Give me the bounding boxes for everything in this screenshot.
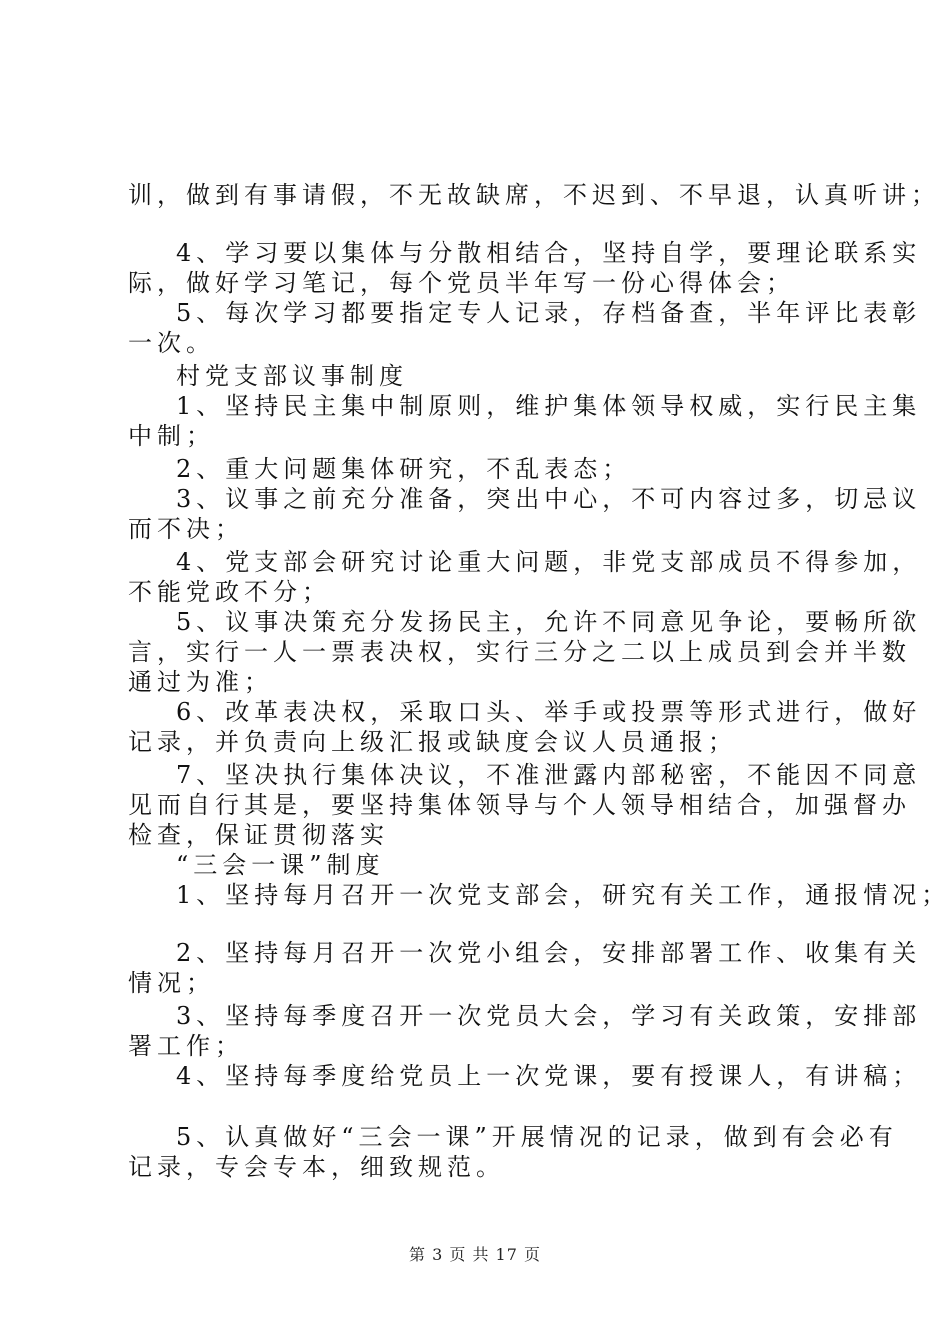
text-line: 检查，保证贯彻落实 [128, 821, 389, 849]
text-line: 4、坚持每季度给党员上一次党课，要有授课人，有讲稿； [176, 1062, 922, 1090]
text-line: 中制； [128, 422, 215, 450]
text-line: 3、坚持每季度召开一次党员大会，学习有关政策，安排部 [176, 1002, 922, 1030]
text-line: 2、坚持每月召开一次党小组会，安排部署工作、收集有关 [176, 939, 922, 967]
text-line: 1、坚持民主集中制原则，维护集体领导权威，实行民主集 [176, 392, 922, 420]
text-line: 5、认真做好“三会一课”开展情况的记录，做到有会必有 [176, 1123, 898, 1151]
text-line: 5、每次学习都要指定专人记录，存档备查，半年评比表彰 [176, 299, 922, 327]
text-line: 署工作； [128, 1032, 244, 1060]
text-line: 见而自行其是，要坚持集体领导与个人领导相结合，加强督办 [128, 791, 911, 819]
text-line: 5、议事决策充分发扬民主，允许不同意见争论，要畅所欲 [176, 608, 922, 636]
text-line: 不能党政不分； [128, 578, 331, 606]
text-line: 记录，专会专本，细致规范。 [128, 1153, 505, 1181]
text-line: 4、学习要以集体与分散相结合，坚持自学，要理论联系实 [176, 239, 922, 267]
text-line: 1、坚持每月召开一次党支部会，研究有关工作，通报情况； [176, 881, 950, 909]
text-line: 而不决； [128, 515, 244, 543]
text-line: 情况； [128, 969, 215, 997]
text-line: 3、议事之前充分准备，突出中心，不可内容过多，切忌议 [176, 485, 922, 513]
page-number: 第 3 页 共 17 页 [409, 1245, 541, 1264]
text-line: 记录，并负责向上级汇报或缺度会议人员通报； [128, 728, 737, 756]
text-line: 际，做好学习笔记，每个党员半年写一份心得体会； [128, 269, 795, 297]
section-heading: 村党支部议事制度 [176, 362, 408, 390]
section-heading: “三会一课”制度 [176, 851, 385, 879]
text-line: 2、重大问题集体研究，不乱表态； [176, 455, 632, 483]
text-line: 一次。 [128, 329, 215, 357]
text-line: 训，做到有事请假，不无故缺席，不迟到、不早退，认真听讲； [128, 181, 940, 209]
text-line: 4、党支部会研究讨论重大问题，非党支部成员不得参加， [176, 548, 922, 576]
text-line: 6、改革表决权，采取口头、举手或投票等形式进行，做好 [176, 698, 922, 726]
text-line: 言，实行一人一票表决权，实行三分之二以上成员到会并半数 [128, 638, 911, 666]
text-line: 通过为准； [128, 668, 273, 696]
text-line: 7、坚决执行集体决议，不准泄露内部秘密，不能因不同意 [176, 761, 922, 789]
